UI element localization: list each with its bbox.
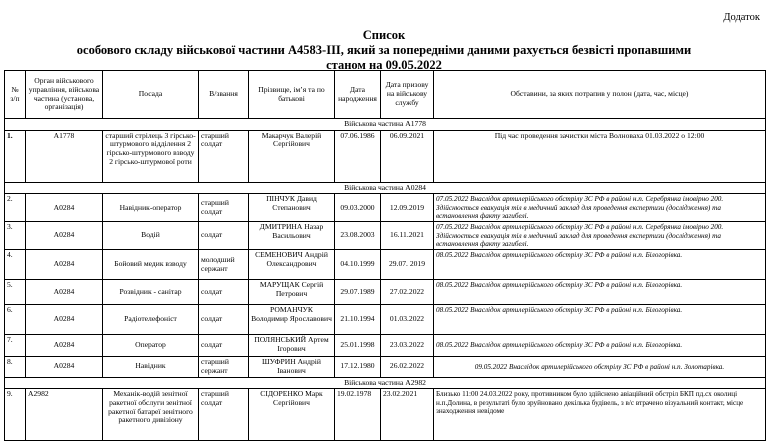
cell-rank: старший солдат: [199, 389, 249, 441]
table-row: [5, 250, 766, 280]
cell-position: Бойовий медик взводу: [103, 250, 199, 280]
table-row: [5, 222, 766, 250]
cell-birth: 04.10.1999: [335, 250, 381, 280]
cell-birth: 23.08.2003: [335, 222, 381, 250]
cell-conscription: 29.07. 2019: [381, 250, 434, 280]
cell-name: РОМАНЧУК Володимир Ярославович: [249, 305, 335, 335]
cell-circumstances: 09.05.2022 Внаслідок артилерійського обстрілу ЗС РФ в районі н.п. Золотарівка.: [434, 357, 766, 377]
cell-rank: старший сержант: [199, 357, 249, 377]
header-num: № з/п: [5, 71, 26, 119]
cell-name: МАРУЩАК Сергій Петрович: [249, 280, 335, 305]
header-conscription: Дата призову на військову службу: [381, 71, 434, 119]
header-rank: В/звання: [199, 71, 249, 119]
cell-name: ПОЛЯНСЬКИЙ Артем Ігорович: [249, 335, 335, 357]
document-date-line: станом на 09.05.2022: [326, 58, 442, 72]
header-circumstances: Обставини, за яких потрапив у полон (дата, час, місце): [434, 71, 766, 119]
table-row: [5, 194, 766, 222]
cell-rank: молодший сержант: [199, 250, 249, 280]
cell-num: 2.: [5, 194, 26, 222]
cell-position: старший стрілець 3 гірсько-штурмового відділення 2 гірсько-штурмового взводу 2 гірсько-штурмової роти: [103, 130, 199, 182]
table-header-row: [5, 71, 766, 119]
cell-conscription: 01.03.2022: [381, 305, 434, 335]
cell-conscription: 23.03.2022: [381, 335, 434, 357]
cell-rank: солдат: [199, 280, 249, 305]
table-row: [5, 280, 766, 305]
cell-rank: солдат: [199, 222, 249, 250]
cell-birth: 29.07.1989: [335, 280, 381, 305]
cell-unit: А0284: [26, 194, 103, 222]
cell-conscription: 23.02.2021: [381, 389, 434, 441]
cell-name: СЕМЕНОВИЧ Андрій Олександрович: [249, 250, 335, 280]
cell-birth: 25.01.1998: [335, 335, 381, 357]
cell-position: Навідник: [103, 357, 199, 377]
cell-name: Макарчук Валерій Сергійович: [249, 130, 335, 182]
cell-circumstances: Під час проведення зачистки міста Волноваха 01.03.2022 о 12:00: [434, 130, 766, 182]
cell-position: Водій: [103, 222, 199, 250]
cell-num: 7.: [5, 335, 26, 357]
unit-label: Військова частина А1778: [5, 119, 766, 131]
table-row: [5, 130, 766, 182]
cell-position: Навідник-оператор: [103, 194, 199, 222]
cell-conscription: 26.02.2022: [381, 357, 434, 377]
table-row: [5, 357, 766, 377]
table-row: [5, 389, 766, 441]
cell-unit: А0284: [26, 280, 103, 305]
cell-num: 8.: [5, 357, 26, 377]
unit-label: Військова частина А0284: [5, 182, 766, 194]
cell-position: Розвідник - санітар: [103, 280, 199, 305]
cell-unit: А0284: [26, 357, 103, 377]
cell-birth: 09.03.2000: [335, 194, 381, 222]
cell-position: Механік-водій зенітної ракетної обслуги зенітної ракетної батареї зенітного ракетного дивізіону: [103, 389, 199, 441]
cell-rank: солдат: [199, 335, 249, 357]
unit-row-a2982: [5, 377, 766, 389]
header-birth: Дата народження: [335, 71, 381, 119]
cell-birth: 17.12.1980: [335, 357, 381, 377]
cell-rank: старший солдат: [199, 130, 249, 182]
unit-row-a0284: [5, 182, 766, 194]
appendix-label: Додаток: [723, 12, 760, 23]
unit-row-a1778: [5, 119, 766, 131]
cell-conscription: 06.09.2021: [381, 130, 434, 182]
cell-circumstances: 08.05.2022 Внаслідок артилерійського обстрілу ЗС РФ в районі н.п. Білогорівка.: [434, 335, 766, 357]
cell-num: 3.: [5, 222, 26, 250]
cell-name: ДМИТРИНА Назар Васильович: [249, 222, 335, 250]
cell-num: 9.: [5, 389, 26, 441]
cell-birth: 21.10.1994: [335, 305, 381, 335]
cell-name: СІДОРЕНКО Марк Сергійович: [249, 389, 335, 441]
header-position: Посада: [103, 71, 199, 119]
header-organ: Орган військового управління, військова частина (установа, організація): [26, 71, 103, 119]
cell-num: 4.: [5, 250, 26, 280]
document-title: Список: [362, 28, 406, 42]
header-name: Прізвище, ім’я та по батькові: [249, 71, 335, 119]
cell-rank: солдат: [199, 305, 249, 335]
cell-circumstances: 08.05.2022 Внаслідок артилерійського обстрілу ЗС РФ в районі н.п. Білогорівка.: [434, 305, 766, 335]
unit-label: Військова частина А2982: [5, 377, 766, 389]
cell-position: Радіотелефоніст: [103, 305, 199, 335]
cell-conscription: 27.02.2022: [381, 280, 434, 305]
cell-circumstances: 08.05.2022 Внаслідок артилерійського обстрілу ЗС РФ в районі н.п. Білогорівка.: [434, 280, 766, 305]
cell-circumstances: 07.05.2022 Внаслідок артилерійського обстрілу ЗС РФ в районі н.п. Серебрянка імовірно 200. Здійснюється евакуація тіл в медичний заклад для проведення експертизи (дослідження) та встановлення факту загибелі.: [434, 222, 766, 250]
cell-name: ПІНЧУК Давид Степанович: [249, 194, 335, 222]
cell-unit: А0284: [26, 335, 103, 357]
cell-conscription: 16.11.2021: [381, 222, 434, 250]
cell-name: ШУФРИН Андрій Іванович: [249, 357, 335, 377]
cell-num: 5.: [5, 280, 26, 305]
cell-circumstances: Близько 11:00 24.03.2022 року, противником було здійснено авіаційний обстріл БКП пд.сх околиці н.п.Долина, в результаті було зруйновано декілька будівель, з в/с втрачено візуальний контакт, місце знаходження невідоме: [434, 389, 766, 441]
cell-birth: 19.02.1978: [335, 389, 381, 441]
cell-rank: старший солдат: [199, 194, 249, 222]
cell-unit: А2982: [26, 389, 103, 441]
table-row: [5, 335, 766, 357]
cell-unit: А0284: [26, 305, 103, 335]
cell-birth: 07.06.1986: [335, 130, 381, 182]
cell-unit: А0284: [26, 250, 103, 280]
cell-circumstances: 08.05.2022 Внаслідок артилерійського обстрілу ЗС РФ в районі н.п. Білогорівка.: [434, 250, 766, 280]
cell-num: 1.: [5, 130, 26, 182]
cell-unit: А0284: [26, 222, 103, 250]
cell-conscription: 12.09.2019: [381, 194, 434, 222]
document-subtitle: особового складу військової частини А4583-ІІІ, який за попередніми даними рахується безвісті пропавшими: [76, 43, 692, 57]
cell-unit: А1778: [26, 130, 103, 182]
cell-circumstances: 07.05.2022 Внаслідок артилерійського обстрілу ЗС РФ в районі н.п. Серебрянка імовірно 200. Здійснюється евакуація тіл в медичний заклад для проведення експертизи (дослідження) та встановлення факту загибелі.: [434, 194, 766, 222]
cell-num: 6.: [5, 305, 26, 335]
cell-position: Оператор: [103, 335, 199, 357]
table-row: [5, 305, 766, 335]
personnel-table: [4, 70, 766, 441]
